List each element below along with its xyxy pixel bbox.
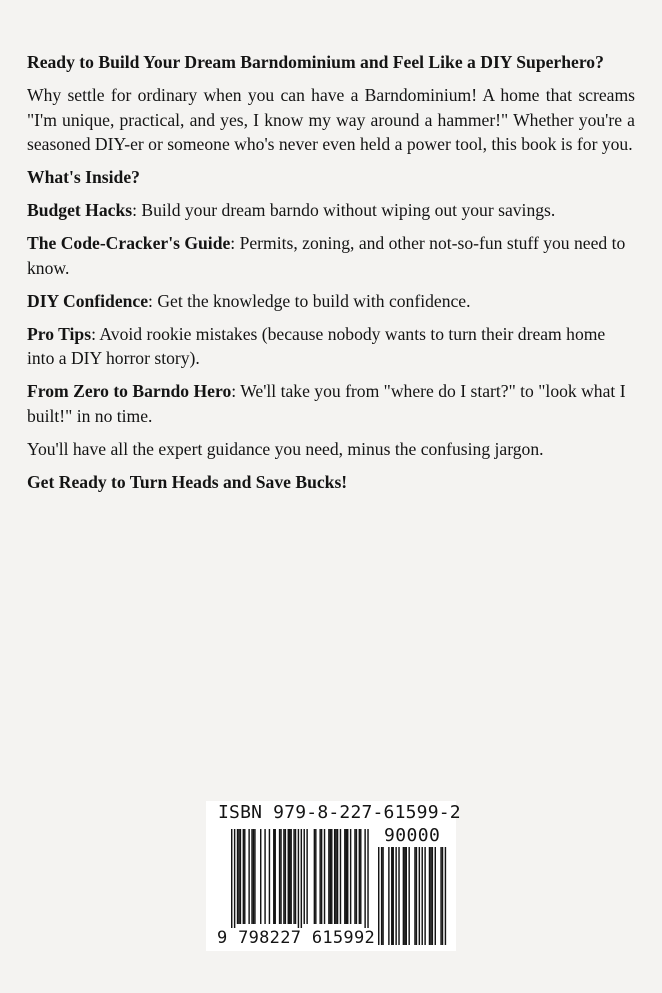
feature-item (27, 289, 635, 314)
inside-heading: What's Inside? (27, 167, 140, 187)
barcode-bar (360, 829, 361, 924)
barcode-bar (298, 829, 299, 934)
barcode-bar (403, 847, 404, 945)
isbn-label: ISBN 979-8-227-61599-2 (218, 802, 461, 823)
barcode-bar (430, 847, 431, 945)
barcode-bar (347, 829, 348, 924)
barcode-bar (424, 847, 425, 945)
feature-item (27, 231, 635, 280)
barcode-bar (237, 829, 238, 924)
barcode-bar (304, 829, 305, 924)
barcode-bar (354, 829, 355, 924)
barcode-bar (445, 847, 446, 945)
barcode-bar (367, 829, 368, 934)
barcode-bar (321, 829, 322, 924)
barcode-bar (364, 829, 365, 934)
barcode-bar (279, 829, 280, 924)
feature-item (27, 379, 635, 428)
barcode-bar (238, 829, 239, 924)
closing-paragraph: You'll have all the expert guidance you need, minus the confusing jargon. (27, 438, 544, 459)
barcode-bar (283, 829, 284, 924)
barcode-bar (248, 829, 249, 924)
barcode-bar (243, 829, 244, 924)
barcode-bar (398, 847, 399, 945)
feature-title: DIY Confidence (27, 290, 149, 311)
barcode-bar (293, 829, 294, 924)
barcode-bar (408, 847, 409, 945)
barcode-bar (301, 829, 302, 934)
barcode-bar (240, 829, 241, 924)
barcode-bar (334, 829, 335, 924)
barcode-bar (231, 829, 232, 934)
call-to-action: Get Ready to Turn Heads and Save Bucks! (27, 471, 348, 492)
feature-item (27, 198, 635, 223)
isbn-barcode (206, 801, 461, 951)
barcode-bar (328, 829, 329, 924)
barcode-bar (422, 847, 423, 945)
barcode-bar (442, 847, 443, 945)
feature-title: Budget Hacks (27, 200, 133, 220)
back-cover-description (27, 50, 635, 503)
barcode-bar (395, 847, 396, 945)
feature-text: : Permits, zoning, and other not-so-fun stuff you need to know. (27, 233, 626, 278)
feature-text: : We'll take you from "where do I start?" to "look what I built!" in no time. (27, 381, 626, 426)
barcode-bar (429, 847, 430, 945)
barcode-bar (382, 847, 383, 945)
barcode-bar (419, 847, 420, 945)
barcode-bar (290, 829, 291, 924)
barcode-bar (359, 829, 360, 924)
feature-text: : Build your dream barndo without wiping out your savings. (132, 200, 556, 220)
barcode-bar (251, 829, 252, 924)
barcode-bar (378, 847, 379, 945)
barcode-bar (335, 829, 336, 924)
barcode-bar (346, 829, 347, 924)
barcode-bar (331, 829, 332, 924)
barcode-bar (391, 847, 392, 945)
barcode-bar (330, 829, 331, 924)
barcode-bar (234, 829, 235, 934)
barcode-bar (314, 829, 315, 924)
barcode-bar (260, 829, 261, 924)
barcode-bar (264, 829, 265, 924)
barcode-bar (273, 829, 274, 924)
barcode-bar (388, 847, 389, 945)
barcode-bar (306, 829, 307, 924)
barcode-bar (295, 829, 296, 924)
barcode-bar (253, 829, 254, 924)
barcode-bar (435, 847, 436, 945)
feature-title: The Code-Cracker's Guide (27, 233, 231, 253)
barcode-bar (288, 829, 289, 924)
barcode-bar (244, 829, 245, 924)
feature-title: Pro Tips (27, 323, 92, 344)
barcode-bar (406, 847, 407, 945)
barcode-bar (269, 829, 270, 924)
barcode-bar (344, 829, 345, 924)
headline: Ready to Build Your Dream Barndominium and Feel Like a DIY Superhero? (27, 52, 604, 72)
barcode-bar (280, 829, 281, 924)
feature-item (27, 322, 635, 371)
barcode-digits: 9 798227 615992 (217, 928, 376, 948)
barcode-bar (393, 847, 394, 945)
barcode-bar (289, 829, 290, 924)
barcode-bar (340, 829, 341, 924)
barcode-bar (350, 829, 351, 924)
barcode-bar (285, 829, 286, 924)
barcode-bar (432, 847, 433, 945)
barcode-bar (337, 829, 338, 924)
barcode-bar (356, 829, 357, 924)
barcode-bar (440, 847, 441, 945)
barcode-bar (416, 847, 417, 945)
feature-text: : Get the knowledge to build with confidence. (148, 290, 471, 311)
barcode-bar (381, 847, 382, 945)
barcode-bar (275, 829, 276, 924)
feature-title: From Zero to Barndo Hero (27, 381, 232, 401)
barcode-bar (404, 847, 405, 945)
intro-paragraph: Why settle for ordinary when you can have a Barndominium! A home that screams "I'm unique, practical, and yes, I know my way around a hammer!" Whether you're a seasoned DIY-er or someone who's never even held a power tool, this book is for you. (27, 85, 635, 154)
barcode-bar (254, 829, 255, 924)
barcode-bar (324, 829, 325, 924)
barcode-bar (414, 847, 415, 945)
feature-text: : Avoid rookie mistakes (because nobody wants to turn their dream home into a DIY horror story). (27, 323, 606, 368)
barcode-bar (319, 829, 320, 924)
price-code: 90000 (384, 825, 441, 846)
barcode-bar (315, 829, 316, 924)
